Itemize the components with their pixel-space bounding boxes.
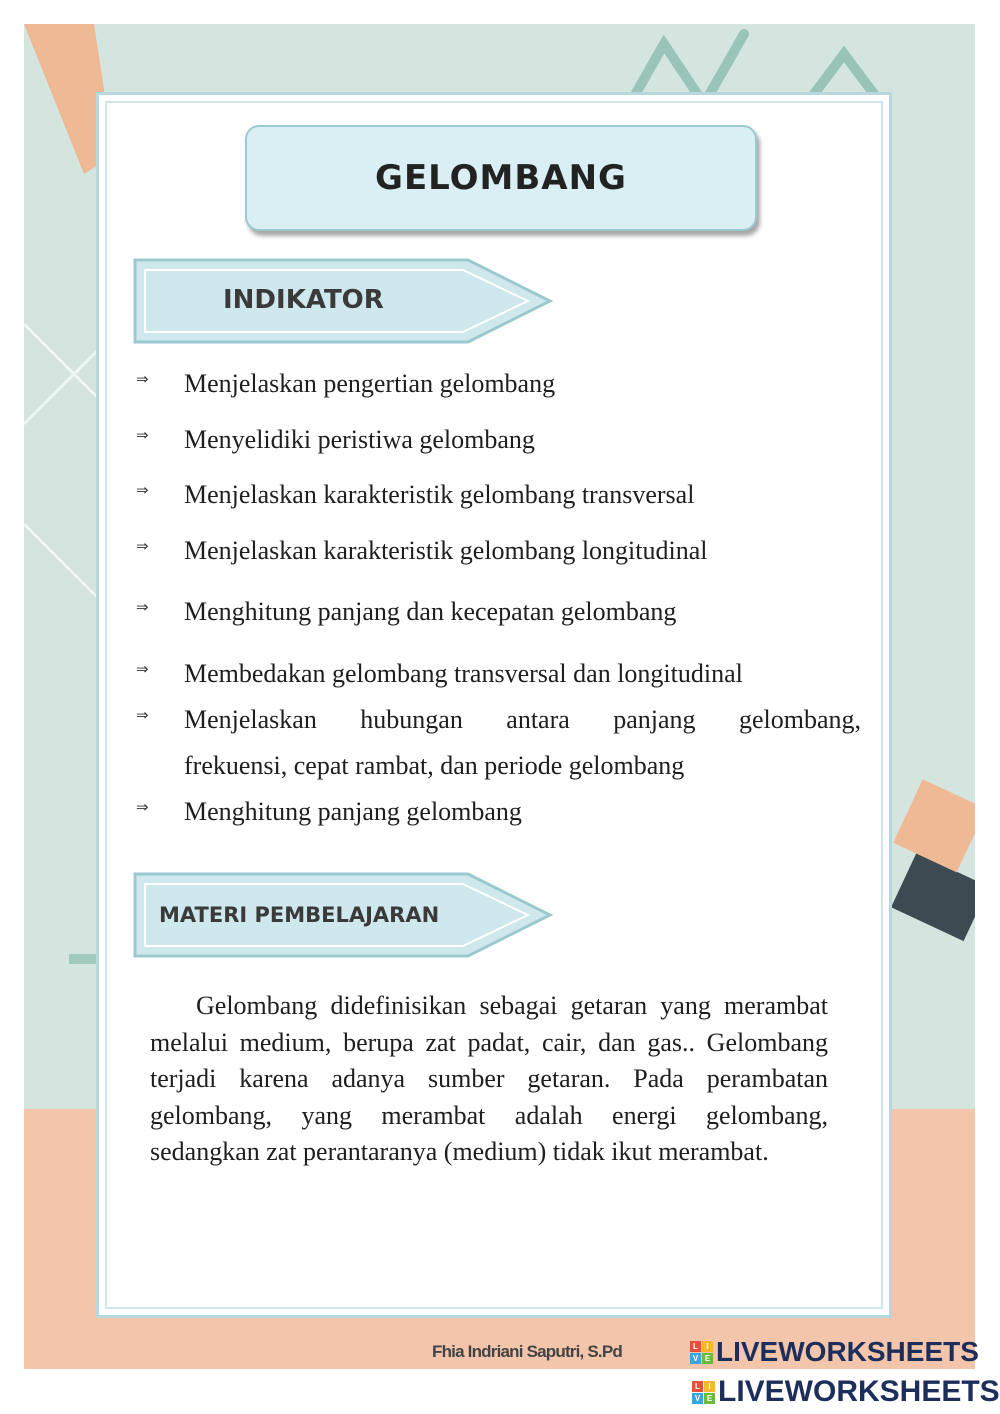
liveworksheets-logo-icon: L I V E	[690, 1341, 713, 1364]
section-heading-indikator: INDIKATOR	[223, 285, 384, 315]
banner-indikator	[133, 258, 553, 344]
arrow-icon: ⇒	[136, 798, 149, 816]
page-title: GELOMBANG	[375, 158, 627, 198]
section-heading-materi: MATERI PEMBELAJARAN	[159, 903, 440, 927]
liveworksheets-watermark-bottom: L I V E LIVEWORKSHEETS	[692, 1375, 1000, 1409]
arrow-icon: ⇒	[136, 426, 149, 444]
arrow-icon: ⇒	[136, 370, 149, 388]
arrow-icon: ⇒	[136, 537, 149, 555]
liveworksheets-watermark: L I V E LIVEWORKSHEETS	[690, 1336, 979, 1368]
arrow-icon: ⇒	[136, 706, 149, 724]
liveworksheets-logo-icon: L I V E	[692, 1381, 715, 1404]
author-credit: Fhia Indriani Saputri, S.Pd	[432, 1342, 622, 1361]
banner-materi	[133, 872, 553, 958]
materi-paragraph: Gelombang didefinisikan sebagai getaran yang merambat melalui medium, berupa zat padat, cair, dan gas.. Gelombang terjadi karena adanya sumber getaran. Pada perambatan gelombang, yang merambat adalah energi gelombang, sedangkan zat perantaranya (medium) tidak ikut merambat.	[150, 991, 828, 1166]
arrow-icon: ⇒	[136, 660, 149, 678]
arrow-icon: ⇒	[136, 598, 149, 616]
arrow-icon: ⇒	[136, 481, 149, 499]
title-box	[245, 125, 757, 231]
